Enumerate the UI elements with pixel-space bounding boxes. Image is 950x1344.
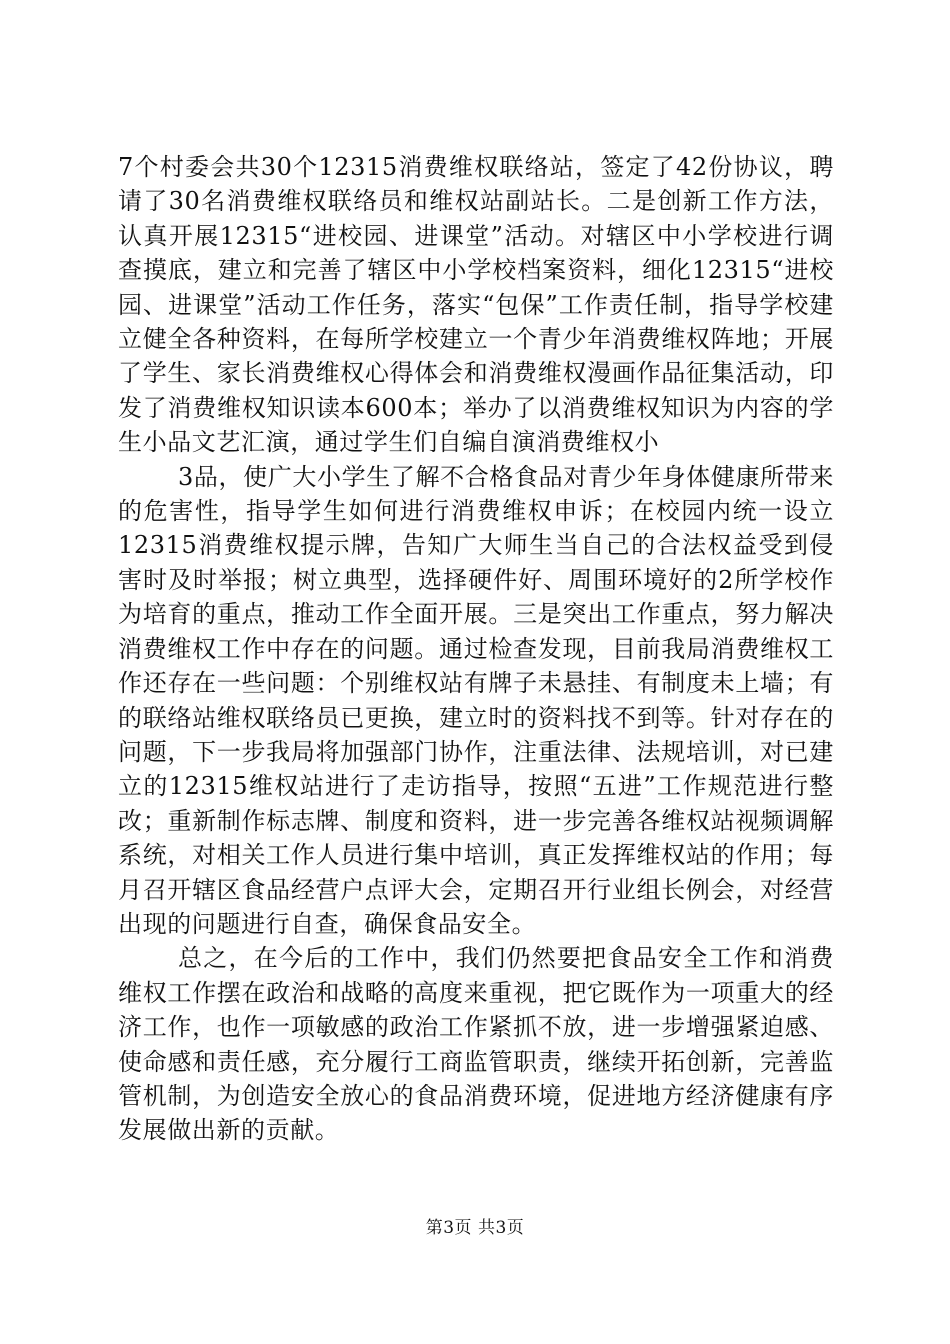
page-number: 第3页 共3页 (425, 1218, 525, 1238)
paragraph-conclusion: 总之，在今后的工作中，我们仍然要把食品安全工作和消费维权工作摆在政治和战略的高度来重视，把它既作为一项重大的经济工作，也作一项敏感的政治工作紧抓不放，进一步增强紧迫感、使命感和责任感，充分履行工商监管职责，继续开拓创新，完善监管机制，为创造安全放心的食品消费环境，促进地方经济健康有序发展做出新的贡献。 (118, 944, 834, 1145)
paragraph-continuation: 7个村委会共30个12315消费维权联络站，签定了42份协议，聘请了30名消费维权联络员和维权站副站长。二是创新工作方法，认真开展12315“进校园、进课堂”活动。对辖区中小学校进行调查摸底，建立和完善了辖区中小学校档案资料，细化12315“进校园、进课堂”活动工作任务，落实“包保”工作责任制，指导学校建立健全各种资料，在每所学校建立一个青少年消费维权阵地；开展了学生、家长消费维权心得体会和消费维权漫画作品征集活动，印发了消费维权知识读本600本；举办了以消费维权知识为内容的学生小品文艺汇演，通过学生们自编自演消费维权小 (118, 153, 834, 457)
document-body (118, 150, 834, 1148)
paragraph-schools: 3品，使广大小学生了解不合格食品对青少年身体健康所带来的危害性，指导学生如何进行消费维权申诉；在校园内统一设立12315消费维权提示牌，告知广大师生当自己的合法权益受到侵害时及时举报；树立典型，选择硬件好、周围环境好的2所学校作为培育的重点，推动工作全面开展。三是突出工作重点，努力解决消费维权工作中存在的问题。通过检查发现，目前我局消费维权工作还存在一些问题：个别维权站有牌子未悬挂、有制度未上墙；有的联络站维权联络员已更换，建立时的资料找不到等。针对存在的问题，下一步我局将加强部门协作，注重法律、法规培训，对已建立的12315维权站进行了走访指导，按照“五进”工作规范进行整改；重新制作标志牌、制度和资料，进一步完善各维权站视频调解系统，对相关工作人员进行集中培训，真正发挥维权站的作用；每月召开辖区食品经营户点评大会，定期召开行业组长例会，对经营出现的问题进行自查，确保食品安全。 (118, 462, 834, 938)
